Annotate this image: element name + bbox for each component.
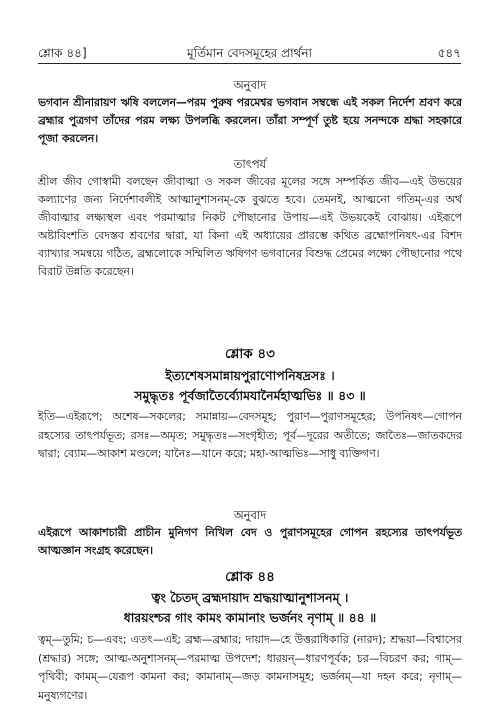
running-header [38,44,461,62]
verse-44-line-2: ধারয়ংশ্চর গাং কামং কামানাং ভর্জনং নৃণাম্ ॥ ৪৪ ॥ [123,610,377,625]
verse-44-heading: শ্লোক ৪৪ [225,569,275,585]
purport-heading: তাৎপর্য [233,157,267,171]
page-number: ৫৪৭ [437,46,461,60]
verse-43-heading: শ্লোক ৪৩ [225,346,275,362]
header-rule [38,63,461,64]
verse-43-translation: এইরূপে আকাশচারী প্রাচীন মুনিগণ নিখিল বেদ ও পুরাণসমূহের গোপন রহস্যের তাৎপর্যভূত আত্মজ্ঞান সংগ্রহ করেছেন। [38,526,462,557]
verse-43-synonyms: ইতি—এইরূপে; অশেষ—সকলের; সমান্নায়—বেদসমূহ; পুরাণ—পুরাণসমূহের; উপনিষৎ—গোপন রহস্যের তাৎপর্যভূত; রসঃ—অমৃত; সমুদ্ধৃতঃ—সংগৃহীত; পূর্ব—দূরের অতীতে; জাতৈঃ—জাতকদের দ্বারা; ব্যোম—আকাশ মণ্ডলে; যানৈঃ—যানে করে; মহা-আত্মভিঃ—সাধু ব্যক্তিগণ। [38,410,462,460]
translation-text: ভগবান শ্রীনারায়ণ ঋষি বললেন—পরম পুরুষ পরমেশ্বর ভগবান সম্বন্ধে এই সকল নির্দেশ শ্রবণ করে ব্রহ্মার পুত্রগণ তাঁদের পরম লক্ষ্য উপলব্ধি করলেন। তাঁরা সম্পূর্ণ তুষ্ট হয়ে সনন্দকে শ্রদ্ধা সহকারে পূজা করলেন। [38,96,462,145]
purport-text: শ্রীল জীব গোস্বামী বলছেন জীবাত্মা ও সকল জীবের মূলের সঙ্গে সম্পর্কিত জীব—এই উভয়ের কল্যাণের জন্য নির্দেশাবলীই আত্মানুশাসনম্-কে বুঝতে হবে। তেমনই, আত্মনো গতিম্-এর অর্থ জীবাত্মার লক্ষ্যস্থল এবং পরমাত্মার নিকট পৌছানোর উপায়—এই উভয়কেই বোঝায়। এইরূপে অষ্টাবিংশতি বেদস্তব শ্রবণের দ্বারা, যা কিনা এই অধ্যায়ের প্রারম্ভে কথিত ব্রহ্মোপনিষৎ-এর বিশদ ব্যাখ্যার সমন্বয়ে গঠিত, ব্রহ্মলোকে সম্মিলিত ঋষিগণ ভগবানের বিশুদ্ধ প্রেমের লক্ষ্যে পৌছানোর পথে বিরাট উন্নতি করেছেন। [38,175,462,278]
verse-43-line-1: ইত্যশেষসমান্নায়পুরাণোপনিষদ্রসঃ । [165,368,335,383]
verse-43-translation-heading: অনুবাদ [233,508,267,522]
verse-44-synonyms: ত্বম্—তুমি; চ—এবং; এতৎ—এই; ব্রহ্ম—ব্রহ্মার; দায়াদ—হে উত্তরাধিকারি (নারদ); শ্রদ্ধয়া—বিশ্বাসের (শ্রদ্ধার) সঙ্গে; আত্ম-অনুশাসনম্—পরমাত্ম উপদেশ; ধারয়ন্—ধারণপূর্বক; চর—বিচরণ কর; গাম্—পৃথিবী; কামম্—যেরূপ কামনা কর; কামানাম্—জড় কামনাসমূহ; ভর্জনম্—যা দহন করে; নৃণাম্—মনুষ্যগণের। [38,633,462,702]
verse-44-line-1: ত্বং চৈতদ্ ব্রহ্মদায়াদ শ্রদ্ধয়াত্মানুশাসনম্ । [151,590,349,605]
translation-heading: অনুবাদ [233,78,267,92]
header-verse-ref: শ্লোক ৪৪] [38,46,87,60]
header-chapter-title: মূর্তিমান বেদসমূহের প্রার্থনা [186,46,313,60]
verse-43-line-2: সমুদ্ধৃতঃ পূর্বজাতৈর্ব্যোমযানৈর্মহাত্মভিঃ ॥ ৪৩ ॥ [134,388,366,403]
